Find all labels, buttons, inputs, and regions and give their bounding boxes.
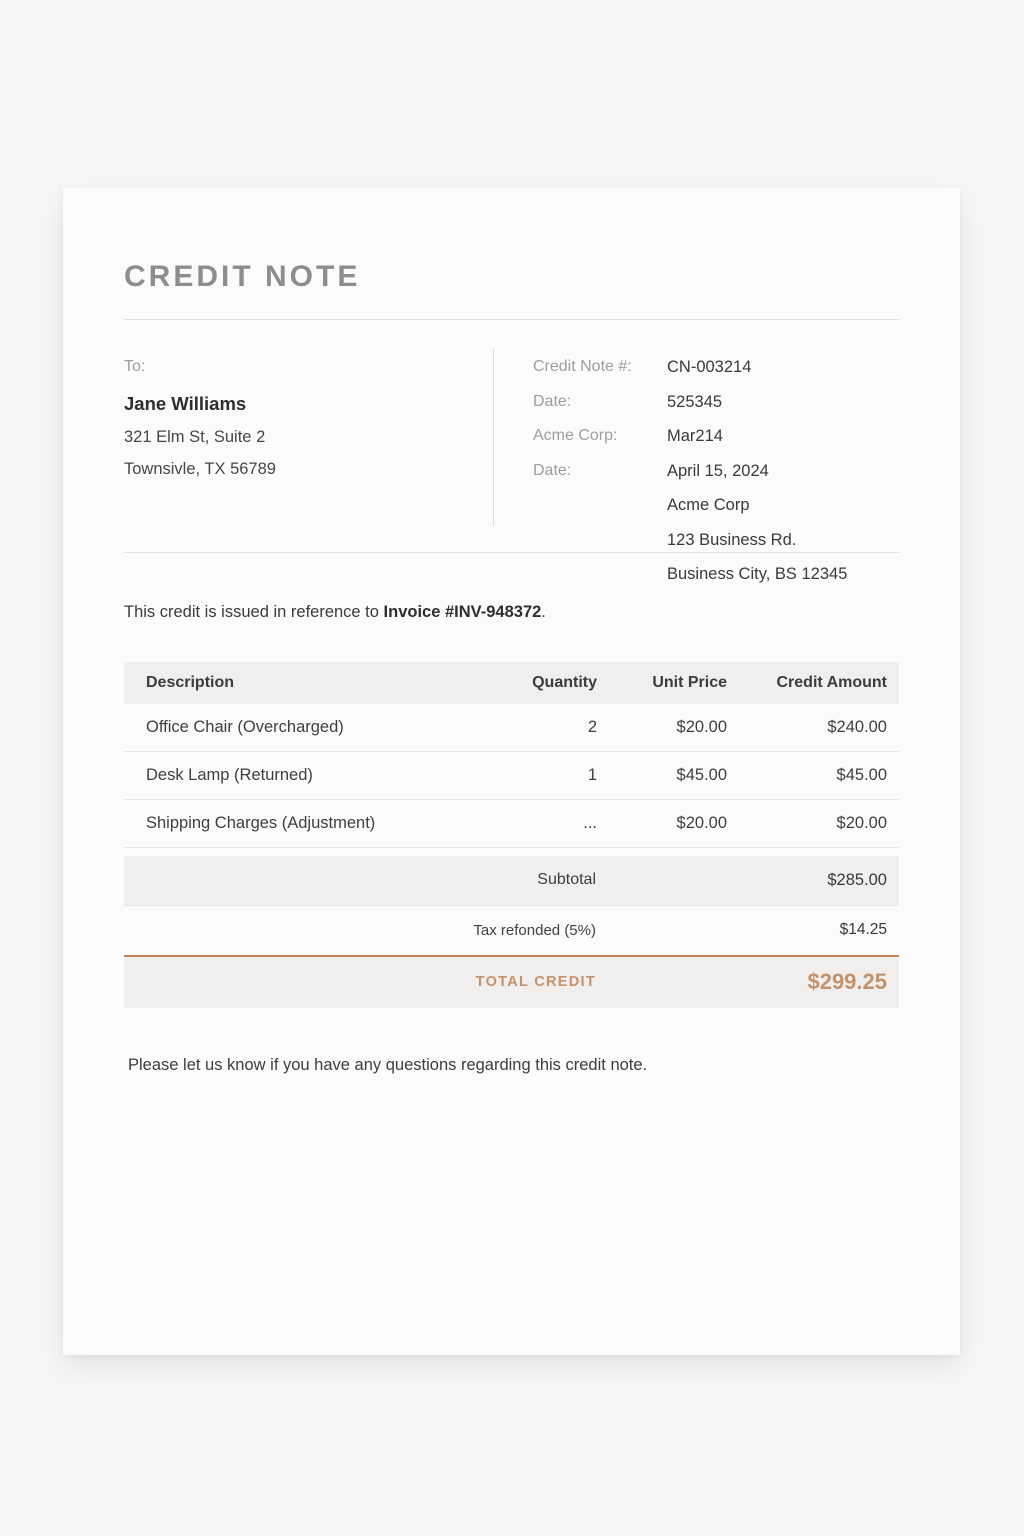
cell-unit-price: $20.00 [609,704,739,752]
recipient-address-line2: Townsivle, TX 56789 [124,460,276,478]
tax-row [124,906,899,955]
total-credit-row [124,955,899,1008]
header-description: Description [124,662,494,704]
subtotal-label: Subtotal [537,871,596,888]
meta-row-date-1 [533,391,847,413]
meta-value: Business City, BS 12345 [667,565,848,583]
credit-note-sheet [63,188,960,1355]
meta-value: April 15, 2024 [667,461,769,480]
meta-value: CN-003214 [667,358,752,376]
cell-description: Shipping Charges (Adjustment) [124,799,494,847]
recipient-label: To: [124,358,146,375]
recipient-name: Jane Williams [124,393,247,414]
sheet-content [63,260,960,1075]
subtotal-row [124,856,899,906]
cell-quantity: ... [494,799,609,847]
cell-unit-price: $20.00 [609,799,739,847]
reference-line [124,600,899,624]
title-divider [124,319,899,320]
tax-value: $14.25 [839,921,887,938]
table-row [124,704,899,752]
meta-value: 525345 [667,392,723,411]
tax-label: Tax refonded (5%) [473,921,596,939]
table-row [124,799,899,847]
reference-prefix: This credit is issued in reference to [124,602,384,621]
meta-label [533,494,667,516]
meta-label: Date: [533,392,572,410]
info-section [124,348,899,598]
info-section-divider [124,552,899,553]
meta-row-date-2 [533,460,847,482]
meta-row-credit-note-number [533,356,847,378]
cell-unit-price: $45.00 [609,751,739,799]
meta-value: 123 Business Rd. [667,530,797,549]
cell-credit-amount: $240.00 [739,704,899,752]
reference-invoice-number: Invoice #INV-948372 [383,602,542,621]
cell-quantity: 1 [494,751,609,799]
cell-quantity: 2 [494,704,609,752]
meta-label: Credit Note #: [533,358,632,375]
recipient-address-line1: 321 Elm St, Suite 2 [124,428,266,446]
summary-section [124,856,899,1008]
page-title: CREDIT NOTE [124,260,361,293]
meta-block [494,348,847,598]
total-credit-value: $299.25 [807,969,887,994]
meta-label [533,563,667,585]
line-items-table [124,662,899,848]
recipient-block [124,348,493,479]
total-credit-label: TOTAL CREDIT [475,974,596,990]
cell-description: Office Chair (Overcharged) [124,704,494,752]
cell-credit-amount: $20.00 [739,799,899,847]
meta-label: Date: [533,461,572,479]
meta-row-issuer-name [533,494,847,516]
meta-row-issuer-city [533,563,847,585]
meta-label: Acme Corp: [533,427,618,444]
reference-suffix: . [541,602,546,621]
cell-description: Desk Lamp (Returned) [124,751,494,799]
subtotal-value: $285.00 [827,870,887,889]
footer-note: Please let us know if you have any questions regarding this credit note. [128,1055,648,1074]
header-quantity: Quantity [494,662,609,704]
header-credit-amount: Credit Amount [739,662,899,704]
meta-row-issuer-street [533,529,847,551]
meta-value: Acme Corp [667,496,750,514]
meta-value: Mar214 [667,427,723,445]
table-header-row [124,662,899,704]
meta-label [533,529,667,551]
header-unit-price: Unit Price [609,662,739,704]
cell-credit-amount: $45.00 [739,751,899,799]
meta-row-acme-corp [533,425,847,447]
table-row [124,751,899,799]
